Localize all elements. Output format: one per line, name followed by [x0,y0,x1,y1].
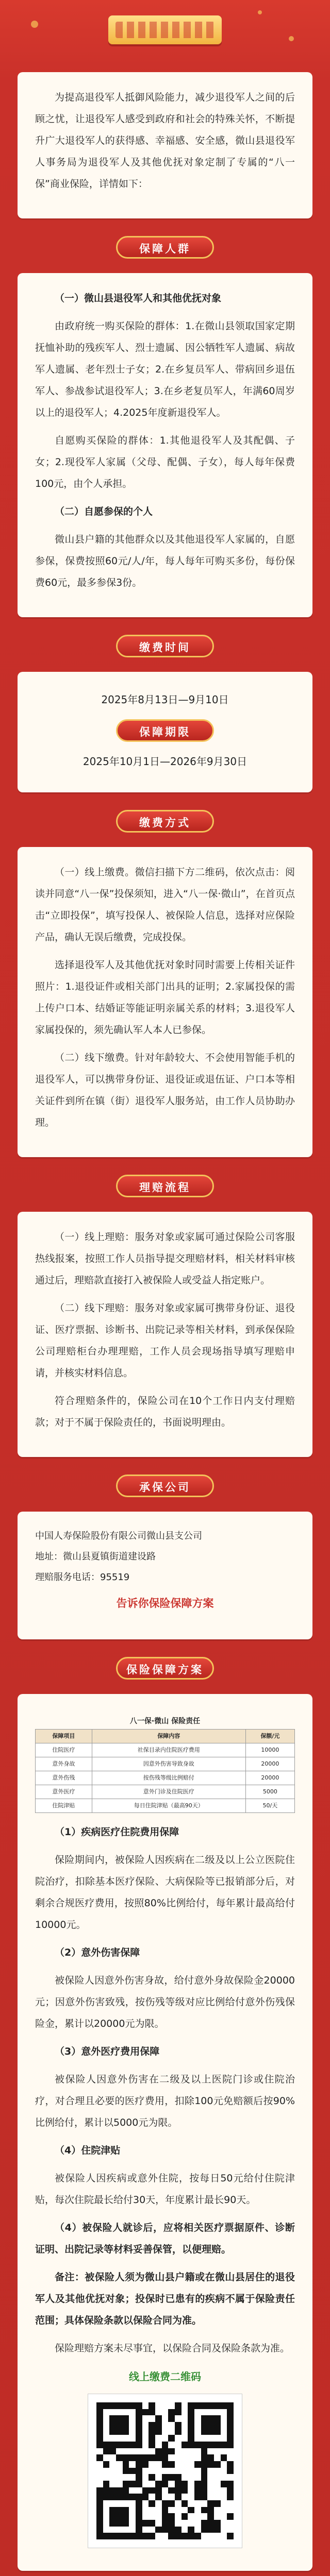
qr-title: 线上缴费二维码 [129,2370,201,2383]
table-cell: 10000 [245,1743,294,1757]
coverage-card [18,273,312,617]
table-cell: 20000 [245,1771,294,1785]
plan-header-item: 保障项目 [36,1730,92,1743]
section-title-coverage: 保障人群 [116,236,214,259]
table-cell: 20000 [245,1757,294,1771]
section-title-method: 缴费方式 [116,810,214,833]
qr-pattern [96,2402,234,2539]
decor-dot [258,10,262,14]
detail-closing: 保险理赔方案未尽事宜，以保险合同及保险条款为准。 [55,2343,290,2354]
table-cell: 意外门诊及住院医疗 [92,1785,245,1799]
claims-note: 符合理赔条件的，保险公司在10个工作日内支付理赔款；对于不属于保险责任的，书面说明理由。 [35,1395,295,1428]
detail-bold1: （4）被保险人就诊后，应将相关医疗票据原件、诊断证明、出院记录等材料妥善保管，以便理赔。 [35,2222,295,2255]
table-cell: 因意外伤害导致身故 [92,1757,245,1771]
section-title-company: 承保公司 [116,1475,214,1497]
table-cell: 社保目录内住院医疗费用 [92,1743,245,1757]
coverage-group2-text: 微山县户籍的其他群众以及其他退役军人家属的，自愿参保，保费按照60元/人/年，每人每年可购买多份，每份保费60元，最多参保3份。 [35,534,295,588]
section-title-claims: 理赔流程 [116,1175,214,1197]
time-card [18,672,312,792]
method-online-notes: 选择退役军人及其他优抚对象时同时需要上传相关证件照片：1.退役证件或相关部门出具的证明；2.家属投保的需上传户口本、结婚证等能证明亲属关系的材料；3.退役军人家属投保的，须先确认军人本人已参保。 [35,959,295,1036]
table-cell: 住院津贴 [36,1799,92,1813]
detail-p5: （3）意外医疗费用保障 [55,2046,160,2057]
table-cell: 意外伤残 [36,1771,92,1785]
hero-banner-logo [108,15,222,44]
table-row [36,1799,295,1813]
detail-p3: （2）意外伤害保障 [55,1947,140,1958]
table-row [36,1785,295,1799]
detail-bold2: 备注：被保险人须为微山县户籍或在微山县居住的退役军人及其他优抚对象；投保时已患有的疾病不属于保险责任范围；具体保险条款以保险合同为准。 [35,2272,295,2326]
plan-table [35,1713,295,1813]
company-address: 地址：微山县夏镇街道建设路 [35,1551,156,1562]
coverage-period: 2025年10月1日—2026年9月30日 [82,755,248,768]
claims-offline: （二）线下理赔：服务对象或家属可携带身份证、退役证、医疗票据、诊断书、出院记录等相关材料，到承保保险公司理赔柜台办理理赔，工作人员会现场指导填写理赔申请，并核实材料信息。 [35,1302,295,1379]
company-phone: 理赔服务电话：95519 [35,1572,130,1583]
plan-header-amount: 保额/元 [245,1730,294,1743]
method-card [18,847,312,1157]
detail-p1: （1）疾病医疗住院费用保障 [55,1826,179,1838]
claims-card [18,1212,312,1457]
detail-p4: 被保险人因意外伤害身故，给付意外身故保险金20000元；因意外伤害致残，按伤残等级对应比例给付意外伤残保险金，累计以20000元为限。 [35,1975,295,2029]
section-title-plan: 保险保障方案 [116,1657,214,1680]
table-row [36,1771,295,1785]
plan-card [18,1694,312,2571]
intro-text: 为提高退役军人抵御风险能力，减少退役军人之间的后顾之忧，让退役军人感受到政府和社会的特殊关怀，不断提升广大退役军人的获得感、幸福感、安全感，微山县退役军人事务局为退役军人及其他优抚对象定制了专属的“八一保”商业保险，详情如下： [35,92,295,190]
coverage-group1-text2: 自愿购买保险的群体：1.其他退役军人及其配偶、子女；2.现役军人家属（父母、配偶、子女），每人每年保费100元，由个人承担。 [35,435,295,489]
coverage-group1-text: 由政府统一购买保险的群体：1.在微山县领取国家定期抚恤补助的残疾军人、烈士遗属、因公牺牲军人遗属、病故军人遗属、老年烈士子女；2.在乡复员军人、带病回乡退伍军人、参战参试退役军人；3.在乡老复员军人，年满60周岁以上的退役军人；4.2025年度新退役军人。 [35,320,295,418]
method-offline: （二）线下缴费。针对年龄较大、不会使用智能手机的退役军人，可以携带身份证、退役证或退伍证、户口本等相关证件到所在镇（街）退役军人服务站，由工作人员协助办理。 [35,1052,295,1128]
detail-p8: 被保险人因疾病或意外住院，按每日50元给付住院津贴，每次住院最长给付30天，年度累计最长90天。 [35,2173,295,2206]
claims-online: （一）线上理赔：服务对象或家属可通过保险公司客服热线报案，按照工作人员指导提交理赔材料，相关材料审核通过后，理赔款直接打入被保险人或受益人指定账户。 [35,1231,295,1286]
company-card [18,1512,312,1639]
plan-header-content: 保障内容 [92,1730,245,1743]
plan-table-caption: 八一保·微山 保险责任 [129,1717,201,1725]
detail-p7: （4）住院津贴 [55,2145,121,2156]
payment-period: 2025年8月13日—9月10日 [101,693,229,706]
coverage-group2-title: （二）自愿参保的个人 [55,506,153,517]
hero-header [0,0,330,72]
detail-p6: 被保险人因意外伤害在二级及以上医院门诊或住院治疗，对合理且必要的医疗费用，扣除100元免赔额后按90%比例给付，累计以5000元为限。 [35,2074,295,2128]
section-title-period: 保障期限 [116,719,214,742]
decor-dot [31,21,38,28]
table-cell: 意外医疗 [36,1785,92,1799]
intro-card [18,72,312,218]
section-title-time: 缴费时间 [116,635,214,657]
table-cell: 5000 [245,1785,294,1799]
payment-qr-code[interactable] [88,2394,242,2548]
decor-dot [289,36,294,41]
company-name: 中国人寿保险股份有限公司微山县支公司 [35,1531,202,1541]
method-online: （一）线上缴费。微信扫描下方二维码，依次点击：阅读并同意“八一保”投保须知，进入“八一保·微山”，在首页点击“立即投保”，填写投保人、被保险人信息，选择对应保险产品，确认无误后缴费，完成投保。 [35,867,295,943]
table-cell: 50/天 [245,1799,294,1813]
table-cell: 每日住院津贴（最高90天） [92,1799,245,1813]
plan-subtitle: 告诉你保险保障方案 [116,1597,214,1609]
table-row [36,1757,295,1771]
table-cell: 住院医疗 [36,1743,92,1757]
detail-p2: 保险期间内，被保险人因疾病在二级及以上公立医院住院治疗，扣除基本医疗保险、大病保险等已报销部分后，对剩余合规医疗费用，按照80%比例给付，每年累计最高给付10000元。 [35,1854,295,1930]
table-cell: 按伤残等级比例赔付 [92,1771,245,1785]
table-row [36,1743,295,1757]
coverage-group1-title: （一）微山县退役军人和其他优抚对象 [55,293,222,304]
table-cell: 意外身故 [36,1757,92,1771]
